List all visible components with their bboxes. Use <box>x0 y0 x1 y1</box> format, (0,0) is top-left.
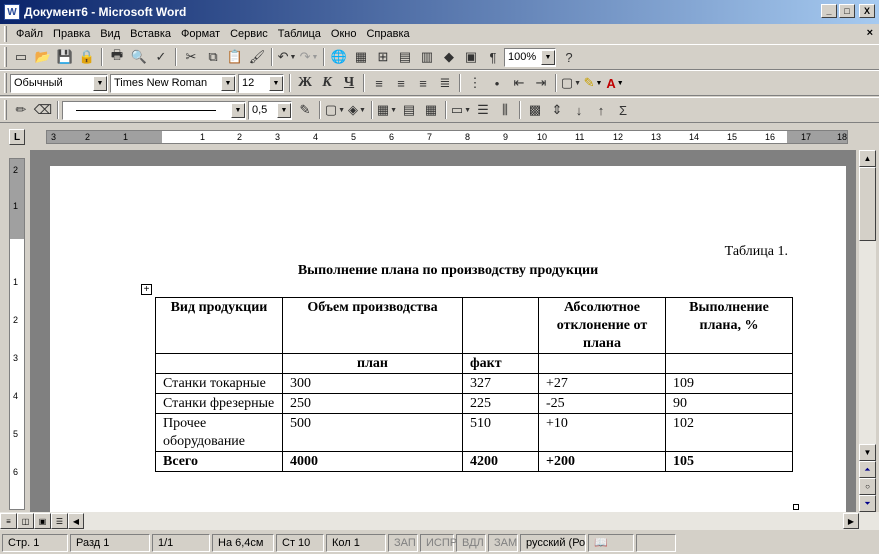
status-section: Разд 1 <box>70 534 150 552</box>
ruler-tick: 5 <box>13 429 19 439</box>
insert-table-icon[interactable]: ⊞ <box>377 49 389 64</box>
cell-plan[interactable]: 500 <box>283 414 463 452</box>
line-style-preview <box>76 110 216 111</box>
menu-help[interactable]: Справка <box>366 28 410 40</box>
undo-icon[interactable]: ↶ ▼ <box>277 49 297 64</box>
outside-border-icon[interactable]: ▢ ▼ <box>324 102 346 117</box>
format-painter-icon[interactable]: 🖌 <box>248 49 266 64</box>
chevron-down-icon[interactable]: ▼ <box>93 76 107 91</box>
status-overtype[interactable]: ЗАМ <box>488 534 518 552</box>
chevron-down-icon[interactable]: ▼ <box>277 103 291 118</box>
italic-button[interactable]: К <box>322 75 332 90</box>
line-weight-value: 0,5 <box>252 104 268 116</box>
horizontal-scrollbar <box>0 512 879 530</box>
font-color-icon[interactable]: A ▼ <box>606 75 624 91</box>
ruler-tick: 3 <box>13 353 19 363</box>
document-page[interactable] <box>50 166 846 512</box>
ruler-tick: 17 <box>801 132 812 142</box>
header-product[interactable]: Вид продукции <box>156 298 283 354</box>
web-layout-icon[interactable]: ◫ <box>17 513 34 529</box>
title-bar <box>0 0 879 24</box>
insert-table-grid-icon[interactable]: ▦ ▼ <box>376 102 398 117</box>
menu-format[interactable]: Формат <box>181 28 221 40</box>
zoom-value: 100% <box>508 51 537 63</box>
menubar-grip[interactable] <box>4 26 7 42</box>
scroll-up-icon[interactable]: ▲ <box>859 150 876 167</box>
distribute-rows-icon[interactable]: ☰ <box>477 102 489 117</box>
cell-deviation[interactable]: -25 <box>539 394 666 414</box>
table-header-row <box>156 298 793 354</box>
distribute-columns-icon[interactable]: ⫼ <box>502 102 508 117</box>
minimize-button[interactable]: _ <box>821 4 837 18</box>
document-title: Выполнение плана по производству продукции <box>297 263 599 278</box>
browse-object-icon[interactable]: ○ <box>859 478 876 495</box>
cut-icon[interactable]: ✂ <box>185 49 197 64</box>
status-column: Кол 1 <box>326 534 386 552</box>
scroll-thumb[interactable] <box>859 167 876 241</box>
close-button[interactable]: X <box>859 4 875 18</box>
chevron-down-icon[interactable]: ▼ <box>221 76 235 91</box>
permission-icon[interactable]: 🔒 <box>78 49 96 64</box>
sort-ascending-icon[interactable]: ↓ <box>575 102 583 118</box>
menu-insert[interactable]: Вставка <box>130 28 172 40</box>
draw-table-pencil-icon[interactable]: ✏ <box>15 102 27 117</box>
status-extend[interactable]: ВДЛ <box>456 534 486 552</box>
menu-view[interactable]: Вид <box>100 28 121 40</box>
zoom-combo[interactable] <box>504 48 556 67</box>
font-value: Times New Roman <box>114 77 208 89</box>
cell-deviation[interactable]: +27 <box>539 374 666 394</box>
status-line: Ст 10 <box>276 534 324 552</box>
subheader-empty[interactable] <box>156 354 283 374</box>
ruler-tick: 12 <box>613 132 624 142</box>
ruler-tick: 6 <box>389 132 395 142</box>
document-map-icon[interactable]: ▣ <box>464 49 478 64</box>
font-size-combo[interactable] <box>238 74 284 93</box>
cell-fact[interactable]: 225 <box>463 394 539 414</box>
copy-icon[interactable]: ⧉ <box>208 49 218 64</box>
subheader-plan[interactable]: план <box>283 354 463 374</box>
line-weight-combo[interactable] <box>248 101 292 120</box>
status-bar <box>0 531 879 554</box>
ruler-tick: 15 <box>727 132 738 142</box>
new-document-icon[interactable]: ▭ <box>14 49 28 64</box>
cell-completion[interactable]: 102 <box>666 414 793 452</box>
sort-descending-icon[interactable]: ↑ <box>597 102 605 118</box>
toolbar-grip[interactable] <box>4 73 7 93</box>
standard-toolbar <box>0 44 879 70</box>
split-cells-icon[interactable]: ▦ <box>424 102 438 117</box>
vertical-scrollbar[interactable] <box>859 150 876 512</box>
cell-total-fact[interactable]: 4200 <box>463 452 539 472</box>
ruler-tick: 1 <box>13 201 19 211</box>
vertical-ruler[interactable] <box>9 158 25 510</box>
bold-button[interactable]: Ж <box>298 75 312 90</box>
toolbar-grip[interactable] <box>4 100 7 120</box>
table-row <box>156 374 793 394</box>
font-size-value: 12 <box>242 77 255 89</box>
status-empty <box>636 534 676 552</box>
align-right-icon[interactable]: ≡ <box>419 75 427 91</box>
table-total-row <box>156 452 793 472</box>
print-layout-icon[interactable]: ▣ <box>34 513 51 529</box>
columns-icon[interactable]: ▥ <box>420 49 434 64</box>
outline-view-icon[interactable]: ☰ <box>51 513 68 529</box>
insert-excel-icon[interactable]: ▤ <box>398 49 412 64</box>
chevron-down-icon[interactable]: ▼ <box>231 103 245 118</box>
previous-page-icon[interactable]: ⏶ <box>859 461 876 478</box>
ruler-tick: 4 <box>13 391 19 401</box>
tab-selector-button[interactable]: L <box>9 129 25 145</box>
drawing-icon[interactable]: ◆ <box>444 49 454 64</box>
save-icon[interactable]: 💾 <box>56 49 74 64</box>
table-row <box>156 394 793 414</box>
cell-completion[interactable]: 109 <box>666 374 793 394</box>
paste-icon[interactable]: 📋 <box>226 49 244 64</box>
table-row <box>156 414 793 452</box>
menu-tools[interactable]: Сервис <box>230 28 268 40</box>
text-direction-icon[interactable]: ⇕ <box>551 102 563 117</box>
toolbar-grip[interactable] <box>4 47 7 67</box>
status-position: На 6,4см <box>212 534 274 552</box>
spelling-icon[interactable]: ✓ <box>155 49 167 64</box>
scroll-left-icon[interactable]: ◀ <box>68 513 84 529</box>
table-resize-handle[interactable] <box>793 504 799 510</box>
autosum-icon[interactable]: Σ <box>618 102 628 118</box>
justify-icon[interactable]: ≣ <box>439 75 451 90</box>
cell-product[interactable]: Станки токарные <box>156 374 283 394</box>
subheader-empty[interactable] <box>666 354 793 374</box>
cell-fact[interactable]: 510 <box>463 414 539 452</box>
underline-button[interactable]: Ч <box>343 75 355 90</box>
bullets-icon[interactable]: • <box>494 75 500 91</box>
left-margin-shade <box>47 131 162 143</box>
font-combo[interactable] <box>110 74 236 93</box>
ruler-tick: 13 <box>651 132 662 142</box>
production-table[interactable] <box>155 297 793 472</box>
hyperlink-icon[interactable]: 🌐 <box>330 49 348 64</box>
ruler-tick: 2 <box>237 132 243 142</box>
maximize-button[interactable]: □ <box>839 4 855 18</box>
ruler-tick: 7 <box>427 132 433 142</box>
formatting-toolbar <box>0 70 879 96</box>
subheader-empty[interactable] <box>539 354 666 374</box>
spelling-status-icon[interactable]: 📖 <box>588 534 634 552</box>
subheader-fact[interactable]: факт <box>463 354 539 374</box>
autoformat-table-icon[interactable]: ▩ <box>528 102 542 117</box>
ruler-tick: 2 <box>13 315 19 325</box>
menu-table[interactable]: Таблица <box>277 28 321 40</box>
tables-borders-icon[interactable]: ▦ <box>354 49 368 64</box>
print-preview-icon[interactable]: 🔍 <box>130 49 148 64</box>
ruler-tick: 2 <box>13 165 19 175</box>
cell-completion[interactable]: 90 <box>666 394 793 414</box>
header-volume[interactable]: Объем производства <box>283 298 463 354</box>
decrease-indent-icon[interactable]: ⇤ <box>513 75 525 90</box>
cell-plan[interactable]: 300 <box>283 374 463 394</box>
cell-total-plan[interactable]: 4000 <box>283 452 463 472</box>
ruler-tick: 1 <box>123 132 129 142</box>
shading-color-icon[interactable]: ◈ ▼ <box>348 102 366 117</box>
cell-deviation[interactable]: +10 <box>539 414 666 452</box>
ruler-tick: 2 <box>85 132 91 142</box>
ruler-tick: 16 <box>765 132 776 142</box>
print-icon[interactable]: 🖶 <box>110 47 124 62</box>
next-page-icon[interactable]: ⏷ <box>859 495 876 512</box>
chevron-down-icon[interactable]: ▼ <box>269 76 283 91</box>
ruler-tick: 18 <box>837 132 848 142</box>
line-style-combo[interactable] <box>62 101 246 120</box>
status-pages: 1/1 <box>152 534 210 552</box>
horizontal-scroll-track[interactable] <box>84 513 843 529</box>
document-area[interactable] <box>30 150 856 512</box>
ruler-tick: 11 <box>575 132 585 142</box>
word-app-icon[interactable]: W <box>4 4 20 20</box>
align-left-icon[interactable]: ≡ <box>375 75 383 91</box>
tables-borders-toolbar <box>0 97 879 123</box>
menu-window[interactable]: Окно <box>330 28 357 40</box>
ruler-tick: 1 <box>200 132 206 142</box>
status-language[interactable]: русский (Ро <box>520 534 586 552</box>
status-record-macro[interactable]: ЗАП <box>388 534 418 552</box>
horizontal-ruler-row <box>0 126 879 148</box>
menu-file[interactable]: Файл <box>16 28 44 40</box>
menu-edit[interactable]: Правка <box>53 28 91 40</box>
highlight-icon[interactable]: ✎ ▼ <box>583 75 603 90</box>
merge-cells-icon[interactable]: ▤ <box>402 102 416 117</box>
chevron-down-icon[interactable]: ▼ <box>541 50 555 65</box>
header-abs-deviation[interactable]: Абсолютное отклонение от плана <box>539 298 666 354</box>
scroll-right-icon[interactable]: ▶ <box>843 513 859 529</box>
cell-product[interactable]: Прочее оборудование <box>156 414 283 452</box>
style-value: Обычный <box>14 77 63 89</box>
ruler-tick: 1 <box>13 277 19 287</box>
table-subheader-row <box>156 354 793 374</box>
eraser-icon[interactable]: ⌫ <box>33 102 53 117</box>
menu-bar <box>0 24 879 44</box>
table-move-handle-icon[interactable]: + <box>141 284 152 295</box>
numbering-icon[interactable]: ⋮ <box>468 75 482 90</box>
cell-plan[interactable]: 250 <box>283 394 463 414</box>
window-title: Документ6 - Microsoft Word <box>24 5 187 19</box>
increase-indent-icon[interactable]: ⇥ <box>535 75 547 90</box>
status-track-changes[interactable]: ИСПР <box>420 534 454 552</box>
ruler-tick: 9 <box>503 132 509 142</box>
ruler-tick: 8 <box>465 132 471 142</box>
ruler-tick: 10 <box>537 132 548 142</box>
show-formatting-icon[interactable]: ¶ <box>489 49 497 65</box>
ruler-tick: 5 <box>351 132 357 142</box>
header-empty[interactable] <box>463 298 539 354</box>
align-top-left-icon[interactable]: ▭ ▼ <box>450 102 472 117</box>
header-completion[interactable]: Выполнение плана, % <box>666 298 793 354</box>
status-page: Стр. 1 <box>2 534 68 552</box>
horizontal-ruler[interactable] <box>46 130 848 144</box>
help-icon[interactable]: ? <box>565 49 573 65</box>
border-icon[interactable]: ▢ ▼ <box>560 75 582 90</box>
ruler-tick: 3 <box>275 132 281 142</box>
ruler-tick: 6 <box>13 467 19 477</box>
document-close-button[interactable]: × <box>866 27 873 39</box>
align-center-icon[interactable]: ≡ <box>397 75 405 91</box>
ruler-tick: 4 <box>313 132 319 142</box>
normal-view-icon[interactable]: ≡ <box>0 513 17 529</box>
cell-total-deviation[interactable]: +200 <box>539 452 666 472</box>
ruler-tick: 14 <box>689 132 700 142</box>
border-color-icon[interactable]: ✎ <box>299 102 311 117</box>
scroll-down-icon[interactable]: ▼ <box>859 444 876 461</box>
style-combo[interactable] <box>10 74 108 93</box>
open-folder-icon[interactable]: 📂 <box>34 49 52 64</box>
ruler-tick: 3 <box>51 132 57 142</box>
table-caption: Таблица 1. <box>724 244 788 259</box>
cell-product[interactable]: Станки фрезерные <box>156 394 283 414</box>
redo-icon[interactable]: ↷ ▼ <box>299 49 319 64</box>
cell-fact[interactable]: 327 <box>463 374 539 394</box>
cell-total-completion[interactable]: 105 <box>666 452 793 472</box>
cell-total-label[interactable]: Всего <box>156 452 283 472</box>
